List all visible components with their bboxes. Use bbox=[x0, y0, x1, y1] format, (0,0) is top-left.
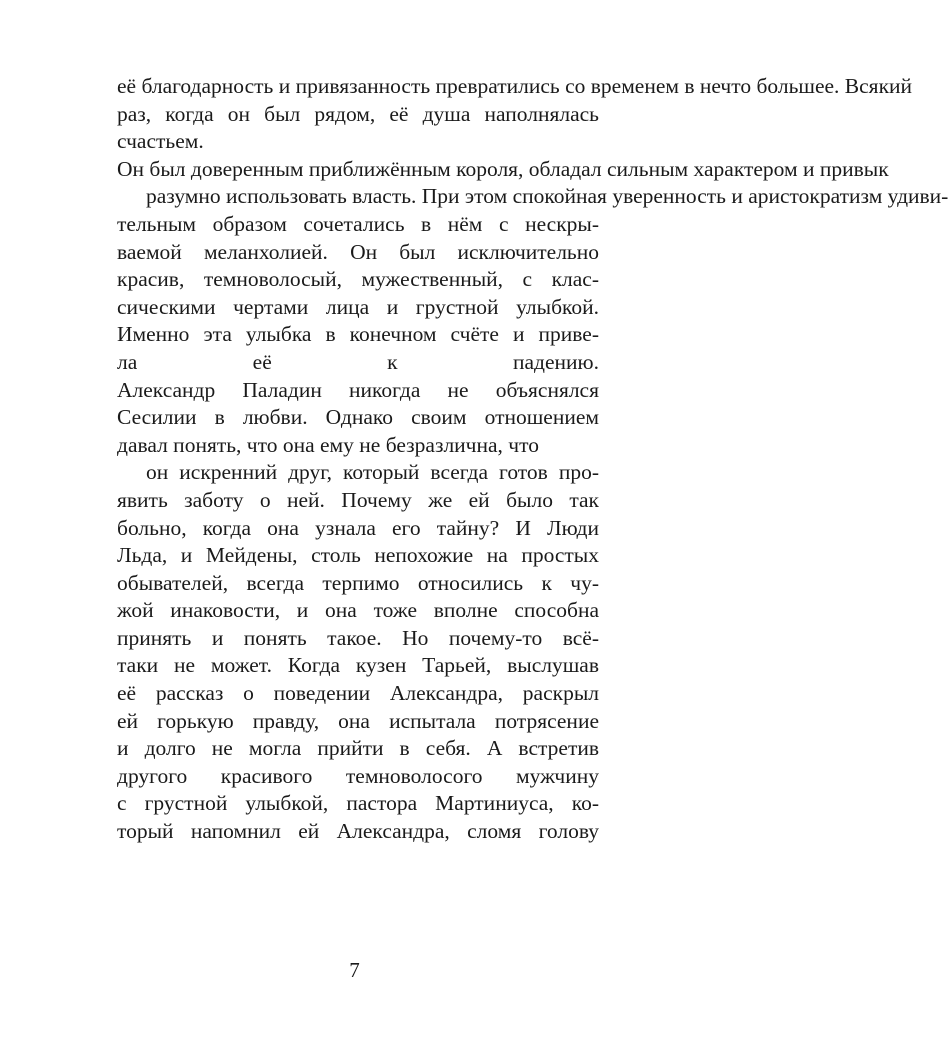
text-line: тельным образом сочетались в нём с нескры- bbox=[117, 211, 599, 236]
text-line: сическими чертами лица и грустной улыбкой. bbox=[117, 294, 599, 319]
text-line: её благодарность и привязанность превратились со временем в нечто большее. Всякий bbox=[117, 74, 913, 98]
text-line: Александр Паладин никогда не объяснялся bbox=[117, 377, 599, 402]
text-line: торый напомнил ей Александра, сломя голову bbox=[117, 819, 599, 844]
text-line: красив, темноволосый, мужественный, с клас- bbox=[117, 267, 599, 292]
text-line: принять и понять такое. Но почему-то всё- bbox=[117, 625, 599, 650]
text-line: ла её к падению. bbox=[117, 349, 599, 374]
text-line: Сесилии в любви. Однако своим отношением bbox=[117, 405, 599, 430]
text-line: таки не может. Когда кузен Тарьей, выслушав bbox=[117, 653, 599, 678]
text-line: с грустной улыбкой, пастора Мартиниуса, ко- bbox=[117, 791, 599, 816]
text-line: её рассказ о поведении Александра, раскрыл bbox=[117, 681, 599, 706]
paragraph-start-line: разумно использовать власть. При этом спокойная уверенность и аристократизм удиви- bbox=[146, 184, 948, 209]
page-number: 7 bbox=[349, 958, 360, 982]
text-line: другого красивого темноволосого мужчину bbox=[117, 763, 599, 788]
text-line: больно, когда она узнала его тайну? И Люди bbox=[117, 515, 599, 540]
text-line: Именно эта улыбка в конечном счёте и приве- bbox=[117, 322, 599, 347]
text-line: жой инаковости, и она тоже вполне способна bbox=[117, 598, 599, 623]
text-line: и долго не могла прийти в себя. А встретив bbox=[117, 736, 599, 761]
text-line: раз, когда он был рядом, её душа наполнялась bbox=[117, 101, 599, 126]
text-line: ваемой меланхолией. Он был исключительно bbox=[117, 239, 599, 264]
paragraph-start-line: он искренний друг, который всегда готов про- bbox=[146, 460, 599, 485]
body-text bbox=[117, 73, 948, 846]
text-line: обывателей, всегда терпимо относились к чу- bbox=[117, 570, 599, 595]
text-line: давал понять, что она ему не безразлична, что bbox=[117, 432, 539, 457]
text-line: счастьем. bbox=[117, 129, 204, 154]
text-line: Он был доверенным приближённым короля, обладал сильным характером и привык bbox=[117, 156, 889, 181]
text-line: ей горькую правду, она испытала потрясение bbox=[117, 708, 599, 733]
text-line: Льда, и Мейдены, столь непохожие на простых bbox=[117, 543, 599, 568]
text-line: явить заботу о ней. Почему же ей было так bbox=[117, 487, 599, 512]
